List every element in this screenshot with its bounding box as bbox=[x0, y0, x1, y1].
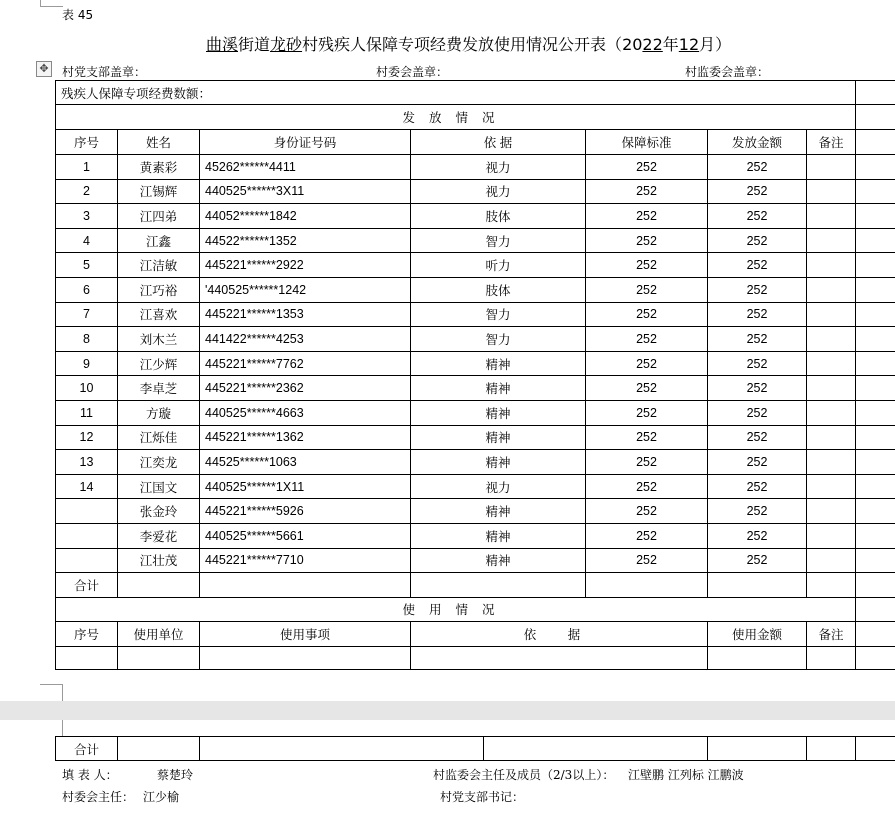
usage-total-amount bbox=[708, 737, 807, 761]
usage-header-note: 备注 bbox=[807, 622, 856, 647]
row-serial: 10 bbox=[56, 376, 118, 401]
edge-cell bbox=[856, 622, 895, 647]
row-standard: 252 bbox=[586, 400, 708, 425]
row-id-number: 445221******2362 bbox=[200, 376, 411, 401]
edge-cell bbox=[856, 597, 895, 622]
header-standard: 保障标准 bbox=[586, 130, 708, 155]
edge-cell bbox=[856, 130, 895, 155]
header-basis: 依 据 bbox=[411, 130, 586, 155]
row-id-number: 445221******7710 bbox=[200, 548, 411, 573]
row-amount: 252 bbox=[708, 179, 807, 204]
usage-amount bbox=[708, 646, 807, 669]
committee-director-name: 江少榆 bbox=[143, 790, 180, 804]
row-amount: 252 bbox=[708, 376, 807, 401]
table-row bbox=[56, 523, 895, 548]
row-amount: 252 bbox=[708, 450, 807, 475]
edge-cell bbox=[856, 548, 895, 573]
row-note bbox=[807, 179, 856, 204]
row-note bbox=[807, 253, 856, 278]
funds-amount-label: 残疾人保障专项经费数额： bbox=[56, 81, 856, 105]
village-committee-stamp-label: 村委会盖章： bbox=[376, 65, 449, 79]
row-standard: 252 bbox=[586, 548, 708, 573]
edge-cell bbox=[856, 376, 895, 401]
row-standard: 252 bbox=[586, 474, 708, 499]
edge-cell bbox=[856, 400, 895, 425]
title-subdistrict-word: 街道 bbox=[238, 35, 271, 54]
row-basis: 肢体 bbox=[411, 204, 586, 229]
row-serial: 8 bbox=[56, 327, 118, 352]
row-amount: 252 bbox=[708, 400, 807, 425]
row-standard: 252 bbox=[586, 277, 708, 302]
usage-total-label: 合计 bbox=[56, 737, 118, 761]
row-basis: 视力 bbox=[411, 155, 586, 180]
row-standard: 252 bbox=[586, 523, 708, 548]
table-row bbox=[56, 277, 895, 302]
row-serial: 1 bbox=[56, 155, 118, 180]
row-note bbox=[807, 327, 856, 352]
edge-cell bbox=[856, 351, 895, 376]
total-note bbox=[807, 573, 856, 598]
row-name: 江锡辉 bbox=[118, 179, 200, 204]
header-serial: 序号 bbox=[56, 130, 118, 155]
row-standard: 252 bbox=[586, 327, 708, 352]
edge-cell bbox=[856, 228, 895, 253]
row-serial: 14 bbox=[56, 474, 118, 499]
committee-director-label: 村委会主任： bbox=[62, 790, 135, 804]
row-id-number: 445221******5926 bbox=[200, 499, 411, 524]
usage-note bbox=[807, 646, 856, 669]
title-year-prefix: 20 bbox=[622, 35, 643, 54]
row-amount: 252 bbox=[708, 204, 807, 229]
page-corner-mark-bottom-left bbox=[40, 684, 63, 701]
usage-total-basis bbox=[484, 737, 708, 761]
title-town: 曲溪 bbox=[206, 35, 239, 54]
row-standard: 252 bbox=[586, 499, 708, 524]
form-filler-name: 蔡楚玲 bbox=[157, 768, 194, 782]
row-standard: 252 bbox=[586, 351, 708, 376]
table-row bbox=[56, 351, 895, 376]
row-basis: 精神 bbox=[411, 548, 586, 573]
title-year-word: 年 bbox=[662, 35, 679, 54]
distribution-section-row bbox=[56, 105, 895, 130]
edge-cell bbox=[856, 81, 895, 105]
title-village: 龙砂 bbox=[270, 35, 303, 54]
page-gap bbox=[0, 701, 895, 720]
row-id-number: 44052******1842 bbox=[200, 204, 411, 229]
row-standard: 252 bbox=[586, 302, 708, 327]
total-id bbox=[200, 573, 411, 598]
table-row bbox=[56, 204, 895, 229]
row-basis: 精神 bbox=[411, 376, 586, 401]
row-id-number: 440525******1X11 bbox=[200, 474, 411, 499]
row-amount: 252 bbox=[708, 499, 807, 524]
usage-header-unit: 使用单位 bbox=[118, 622, 200, 647]
row-name: 黄素彩 bbox=[118, 155, 200, 180]
row-id-number: 445221******1353 bbox=[200, 302, 411, 327]
table-row bbox=[56, 302, 895, 327]
usage-total-unit bbox=[118, 737, 200, 761]
row-id-number: '440525******1242 bbox=[200, 277, 411, 302]
row-name: 江喜欢 bbox=[118, 302, 200, 327]
edge-cell bbox=[856, 253, 895, 278]
edge-cell bbox=[856, 204, 895, 229]
row-basis: 精神 bbox=[411, 351, 586, 376]
row-note bbox=[807, 425, 856, 450]
row-amount: 252 bbox=[708, 425, 807, 450]
fund-disclosure-table bbox=[55, 80, 895, 670]
header-amount: 发放金额 bbox=[708, 130, 807, 155]
row-amount: 252 bbox=[708, 327, 807, 352]
row-note bbox=[807, 523, 856, 548]
row-amount: 252 bbox=[708, 548, 807, 573]
row-name: 江洁敏 bbox=[118, 253, 200, 278]
table-row bbox=[56, 155, 895, 180]
row-name: 李爱花 bbox=[118, 523, 200, 548]
edge-cell bbox=[856, 155, 895, 180]
row-serial: 5 bbox=[56, 253, 118, 278]
edge-cell bbox=[856, 573, 895, 598]
row-amount: 252 bbox=[708, 253, 807, 278]
row-amount: 252 bbox=[708, 277, 807, 302]
row-basis: 智力 bbox=[411, 327, 586, 352]
row-standard: 252 bbox=[586, 253, 708, 278]
row-note bbox=[807, 228, 856, 253]
row-serial: 4 bbox=[56, 228, 118, 253]
row-basis: 精神 bbox=[411, 425, 586, 450]
row-standard: 252 bbox=[586, 450, 708, 475]
usage-basis bbox=[411, 646, 708, 669]
fund-table-body bbox=[56, 81, 895, 670]
edge-cell bbox=[856, 327, 895, 352]
funds-amount-row bbox=[56, 81, 895, 105]
table-row bbox=[56, 376, 895, 401]
row-name: 刘木兰 bbox=[118, 327, 200, 352]
title-main: 村残疾人保障专项经费发放使用情况公开表（ bbox=[302, 35, 623, 54]
edge-cell bbox=[856, 277, 895, 302]
row-basis: 智力 bbox=[411, 228, 586, 253]
edge-cell bbox=[856, 474, 895, 499]
row-name: 江国文 bbox=[118, 474, 200, 499]
row-standard: 252 bbox=[586, 425, 708, 450]
supervision-committee-stamp-label: 村监委会盖章： bbox=[685, 65, 770, 79]
row-amount: 252 bbox=[708, 351, 807, 376]
usage-header-item: 使用事项 bbox=[200, 622, 411, 647]
row-name: 江少辉 bbox=[118, 351, 200, 376]
row-serial: 12 bbox=[56, 425, 118, 450]
edge-cell bbox=[856, 302, 895, 327]
row-id-number: 441422******4253 bbox=[200, 327, 411, 352]
edge-cell bbox=[856, 737, 895, 761]
row-standard: 252 bbox=[586, 204, 708, 229]
row-note bbox=[807, 204, 856, 229]
distribution-section-title: 发放情况 bbox=[56, 105, 856, 130]
row-serial bbox=[56, 499, 118, 524]
table-row bbox=[56, 253, 895, 278]
usage-serial bbox=[56, 646, 118, 669]
row-standard: 252 bbox=[586, 155, 708, 180]
row-note bbox=[807, 548, 856, 573]
row-id-number: 440525******3X11 bbox=[200, 179, 411, 204]
row-basis: 精神 bbox=[411, 450, 586, 475]
usage-header-row bbox=[56, 622, 895, 647]
table-row bbox=[56, 474, 895, 499]
row-note bbox=[807, 376, 856, 401]
supervisors-names: 江壁鹏 江列标 江鹏波 bbox=[628, 768, 744, 782]
header-note: 备注 bbox=[807, 130, 856, 155]
row-id-number: 45262******4411 bbox=[200, 155, 411, 180]
row-id-number: 445221******2922 bbox=[200, 253, 411, 278]
row-name: 江壮茂 bbox=[118, 548, 200, 573]
row-serial: 3 bbox=[56, 204, 118, 229]
title-year-suffix: 22 bbox=[642, 35, 663, 54]
row-note bbox=[807, 351, 856, 376]
page-corner-mark-top-left bbox=[40, 720, 63, 736]
row-basis: 精神 bbox=[411, 499, 586, 524]
row-serial: 9 bbox=[56, 351, 118, 376]
row-name: 江四弟 bbox=[118, 204, 200, 229]
total-basis bbox=[411, 573, 586, 598]
total-standard bbox=[586, 573, 708, 598]
edge-cell bbox=[856, 105, 895, 130]
supervisors-label: 村监委会主任及成员（2/3以上）： bbox=[433, 768, 615, 782]
row-amount: 252 bbox=[708, 155, 807, 180]
edge-cell bbox=[856, 523, 895, 548]
row-standard: 252 bbox=[586, 376, 708, 401]
distribution-header-row bbox=[56, 130, 895, 155]
party-secretary-label: 村党支部书记： bbox=[440, 790, 525, 804]
row-note bbox=[807, 499, 856, 524]
row-amount: 252 bbox=[708, 228, 807, 253]
row-serial: 6 bbox=[56, 277, 118, 302]
usage-total-item bbox=[200, 737, 484, 761]
row-name: 张金玲 bbox=[118, 499, 200, 524]
row-note bbox=[807, 400, 856, 425]
usage-header-serial: 序号 bbox=[56, 622, 118, 647]
row-amount: 252 bbox=[708, 523, 807, 548]
table-row bbox=[56, 450, 895, 475]
usage-section-title: 使用情况 bbox=[56, 597, 856, 622]
table-row bbox=[56, 327, 895, 352]
header-name: 姓名 bbox=[118, 130, 200, 155]
row-basis: 肢体 bbox=[411, 277, 586, 302]
document-title bbox=[206, 32, 731, 55]
row-name: 江烁佳 bbox=[118, 425, 200, 450]
row-basis: 视力 bbox=[411, 474, 586, 499]
table-move-handle-icon[interactable]: ✥ bbox=[36, 61, 52, 77]
row-standard: 252 bbox=[586, 179, 708, 204]
row-basis: 精神 bbox=[411, 400, 586, 425]
title-month-word: 月） bbox=[699, 35, 732, 54]
row-id-number: 440525******4663 bbox=[200, 400, 411, 425]
row-serial: 7 bbox=[56, 302, 118, 327]
table-row bbox=[56, 499, 895, 524]
usage-section-row bbox=[56, 597, 895, 622]
row-note bbox=[807, 474, 856, 499]
row-id-number: 445221******7762 bbox=[200, 351, 411, 376]
row-id-number: 44525******1063 bbox=[200, 450, 411, 475]
row-basis: 精神 bbox=[411, 523, 586, 548]
title-month: 12 bbox=[678, 35, 700, 54]
row-basis: 智力 bbox=[411, 302, 586, 327]
row-note bbox=[807, 302, 856, 327]
row-basis: 视力 bbox=[411, 179, 586, 204]
edge-cell bbox=[856, 646, 895, 669]
row-note bbox=[807, 155, 856, 180]
row-amount: 252 bbox=[708, 302, 807, 327]
row-serial: 13 bbox=[56, 450, 118, 475]
edge-cell bbox=[856, 499, 895, 524]
form-filler-label: 填 表 人： bbox=[62, 768, 118, 782]
party-branch-stamp-label: 村党支部盖章： bbox=[62, 65, 147, 79]
edge-cell bbox=[856, 450, 895, 475]
table-row bbox=[56, 548, 895, 573]
row-serial bbox=[56, 523, 118, 548]
row-basis: 听力 bbox=[411, 253, 586, 278]
row-name: 方璇 bbox=[118, 400, 200, 425]
total-name bbox=[118, 573, 200, 598]
row-serial bbox=[56, 548, 118, 573]
distribution-total-label: 合计 bbox=[56, 573, 118, 598]
header-id-number: 身份证号码 bbox=[200, 130, 411, 155]
usage-empty-row bbox=[56, 646, 895, 669]
edge-cell bbox=[856, 179, 895, 204]
edge-cell bbox=[856, 425, 895, 450]
page-corner-mark-top bbox=[40, 0, 63, 7]
usage-header-amount: 使用金额 bbox=[708, 622, 807, 647]
table-row bbox=[56, 228, 895, 253]
row-standard: 252 bbox=[586, 228, 708, 253]
distribution-total-row bbox=[56, 573, 895, 598]
row-note bbox=[807, 277, 856, 302]
usage-total-table bbox=[55, 736, 895, 761]
table-row bbox=[56, 179, 895, 204]
row-id-number: 445221******1362 bbox=[200, 425, 411, 450]
row-note bbox=[807, 450, 856, 475]
row-serial: 2 bbox=[56, 179, 118, 204]
usage-unit bbox=[118, 646, 200, 669]
row-id-number: 440525******5661 bbox=[200, 523, 411, 548]
row-name: 江鑫 bbox=[118, 228, 200, 253]
row-amount: 252 bbox=[708, 474, 807, 499]
row-serial: 11 bbox=[56, 400, 118, 425]
table-row bbox=[56, 425, 895, 450]
table-number-label: 表 45 bbox=[62, 8, 94, 22]
usage-total-row bbox=[56, 737, 895, 761]
table-row bbox=[56, 400, 895, 425]
row-name: 李卓芝 bbox=[118, 376, 200, 401]
usage-total-note bbox=[807, 737, 856, 761]
row-name: 江巧裕 bbox=[118, 277, 200, 302]
row-id-number: 44522******1352 bbox=[200, 228, 411, 253]
usage-header-basis: 依 据 bbox=[411, 622, 708, 647]
row-name: 江奕龙 bbox=[118, 450, 200, 475]
total-amount bbox=[708, 573, 807, 598]
usage-item bbox=[200, 646, 411, 669]
